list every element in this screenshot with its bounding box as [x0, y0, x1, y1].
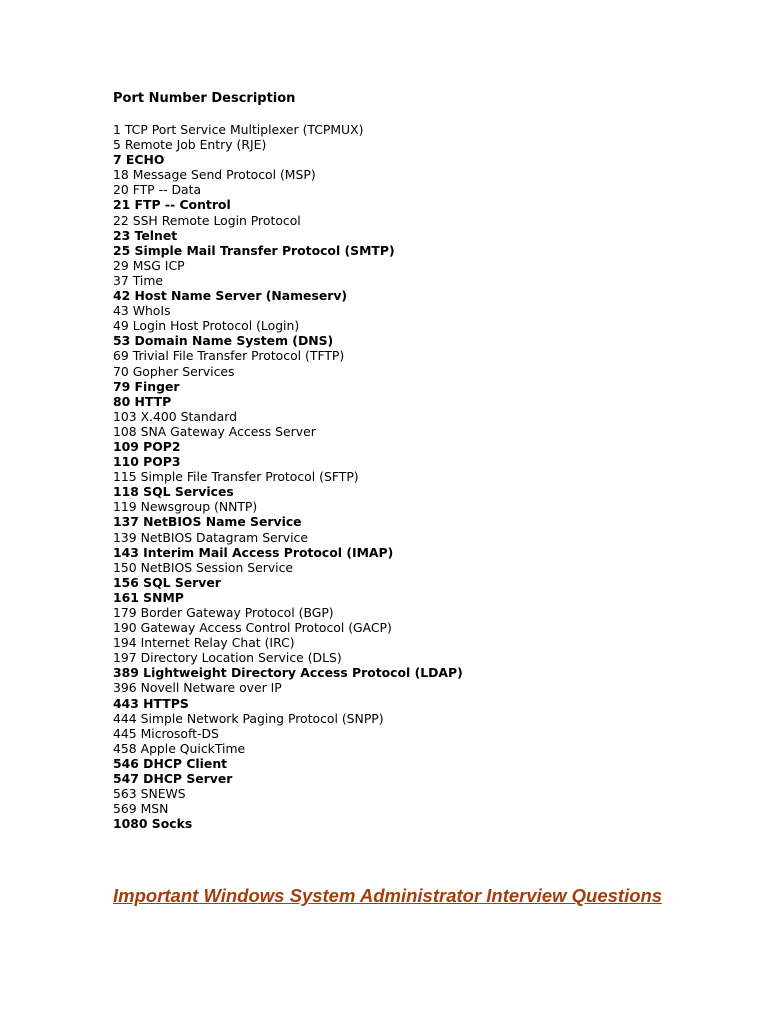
interview-questions-link[interactable]: Important Windows System Administrator Interview Questions	[113, 885, 663, 906]
port-list-item: 79 Finger	[113, 378, 180, 394]
port-list-item: 49 Login Host Protocol (Login)	[113, 318, 300, 334]
port-list-item: 563 SNEWS	[113, 786, 186, 802]
port-list-item: 43 WhoIs	[113, 303, 171, 319]
port-list	[113, 122, 463, 831]
port-list-item: 69 Trivial File Transfer Protocol (TFTP)	[113, 348, 345, 364]
port-list-item: 70 Gopher Services	[113, 363, 235, 379]
port-list-item: 20 FTP -- Data	[113, 182, 202, 198]
port-list-item: 190 Gateway Access Control Protocol (GACP)	[113, 620, 392, 636]
port-list-item: 80 HTTP	[113, 393, 172, 409]
port-list-item: 197 Directory Location Service (DLS)	[113, 650, 342, 666]
port-list-item: 119 Newsgroup (NNTP)	[113, 499, 258, 515]
port-list-item: 103 X.400 Standard	[113, 408, 237, 424]
port-list-item: 143 Interim Mail Access Protocol (IMAP)	[113, 544, 394, 560]
port-list-item: 445 Microsoft-DS	[113, 725, 219, 741]
port-list-item: 569 MSN	[113, 801, 169, 817]
port-list-item: 137 NetBIOS Name Service	[113, 514, 302, 530]
port-list-item: 110 POP3	[113, 454, 181, 470]
port-list-item: 546 DHCP Client	[113, 755, 228, 771]
port-list-item: 22 SSH Remote Login Protocol	[113, 212, 301, 228]
port-list-item: 5 Remote Job Entry (RJE)	[113, 137, 267, 153]
port-list-item: 53 Domain Name System (DNS)	[113, 333, 334, 349]
page-heading: Port Number Description	[113, 91, 296, 106]
port-list-item: 108 SNA Gateway Access Server	[113, 423, 316, 439]
port-list-item: 21 FTP -- Control	[113, 197, 231, 213]
port-list-item: 396 Novell Netware over IP	[113, 680, 282, 696]
port-list-item: 389 Lightweight Directory Access Protocol (LDAP)	[113, 665, 463, 681]
port-list-item: 23 Telnet	[113, 227, 178, 243]
port-list-item: 29 MSG ICP	[113, 257, 185, 273]
port-list-item: 1 TCP Port Service Multiplexer (TCPMUX)	[113, 122, 364, 137]
port-list-item: 458 Apple QuickTime	[113, 740, 246, 756]
port-list-item: 7 ECHO	[113, 152, 165, 168]
port-list-item: 547 DHCP Server	[113, 771, 233, 787]
port-list-item: 161 SNMP	[113, 589, 184, 605]
port-list-item: 37 Time	[113, 272, 164, 288]
port-list-item: 443 HTTPS	[113, 695, 189, 711]
port-list-item: 109 POP2	[113, 438, 181, 454]
port-list-item: 25 Simple Mail Transfer Protocol (SMTP)	[113, 242, 395, 258]
port-list-item: 444 Simple Network Paging Protocol (SNPP)	[113, 710, 384, 726]
port-list-item: 42 Host Name Server (Nameserv)	[113, 288, 348, 304]
port-list-item: 115 Simple File Transfer Protocol (SFTP)	[113, 469, 359, 485]
port-list-item: 118 SQL Services	[113, 484, 234, 500]
port-list-item: 194 Internet Relay Chat (IRC)	[113, 635, 295, 651]
port-list-item: 156 SQL Server	[113, 574, 221, 590]
port-list-item: 1080 Socks	[113, 816, 193, 832]
port-list-item: 139 NetBIOS Datagram Service	[113, 529, 308, 545]
port-list-item: 179 Border Gateway Protocol (BGP)	[113, 605, 334, 620]
port-list-item: 150 NetBIOS Session Service	[113, 559, 294, 575]
port-list-item: 18 Message Send Protocol (MSP)	[113, 167, 316, 183]
